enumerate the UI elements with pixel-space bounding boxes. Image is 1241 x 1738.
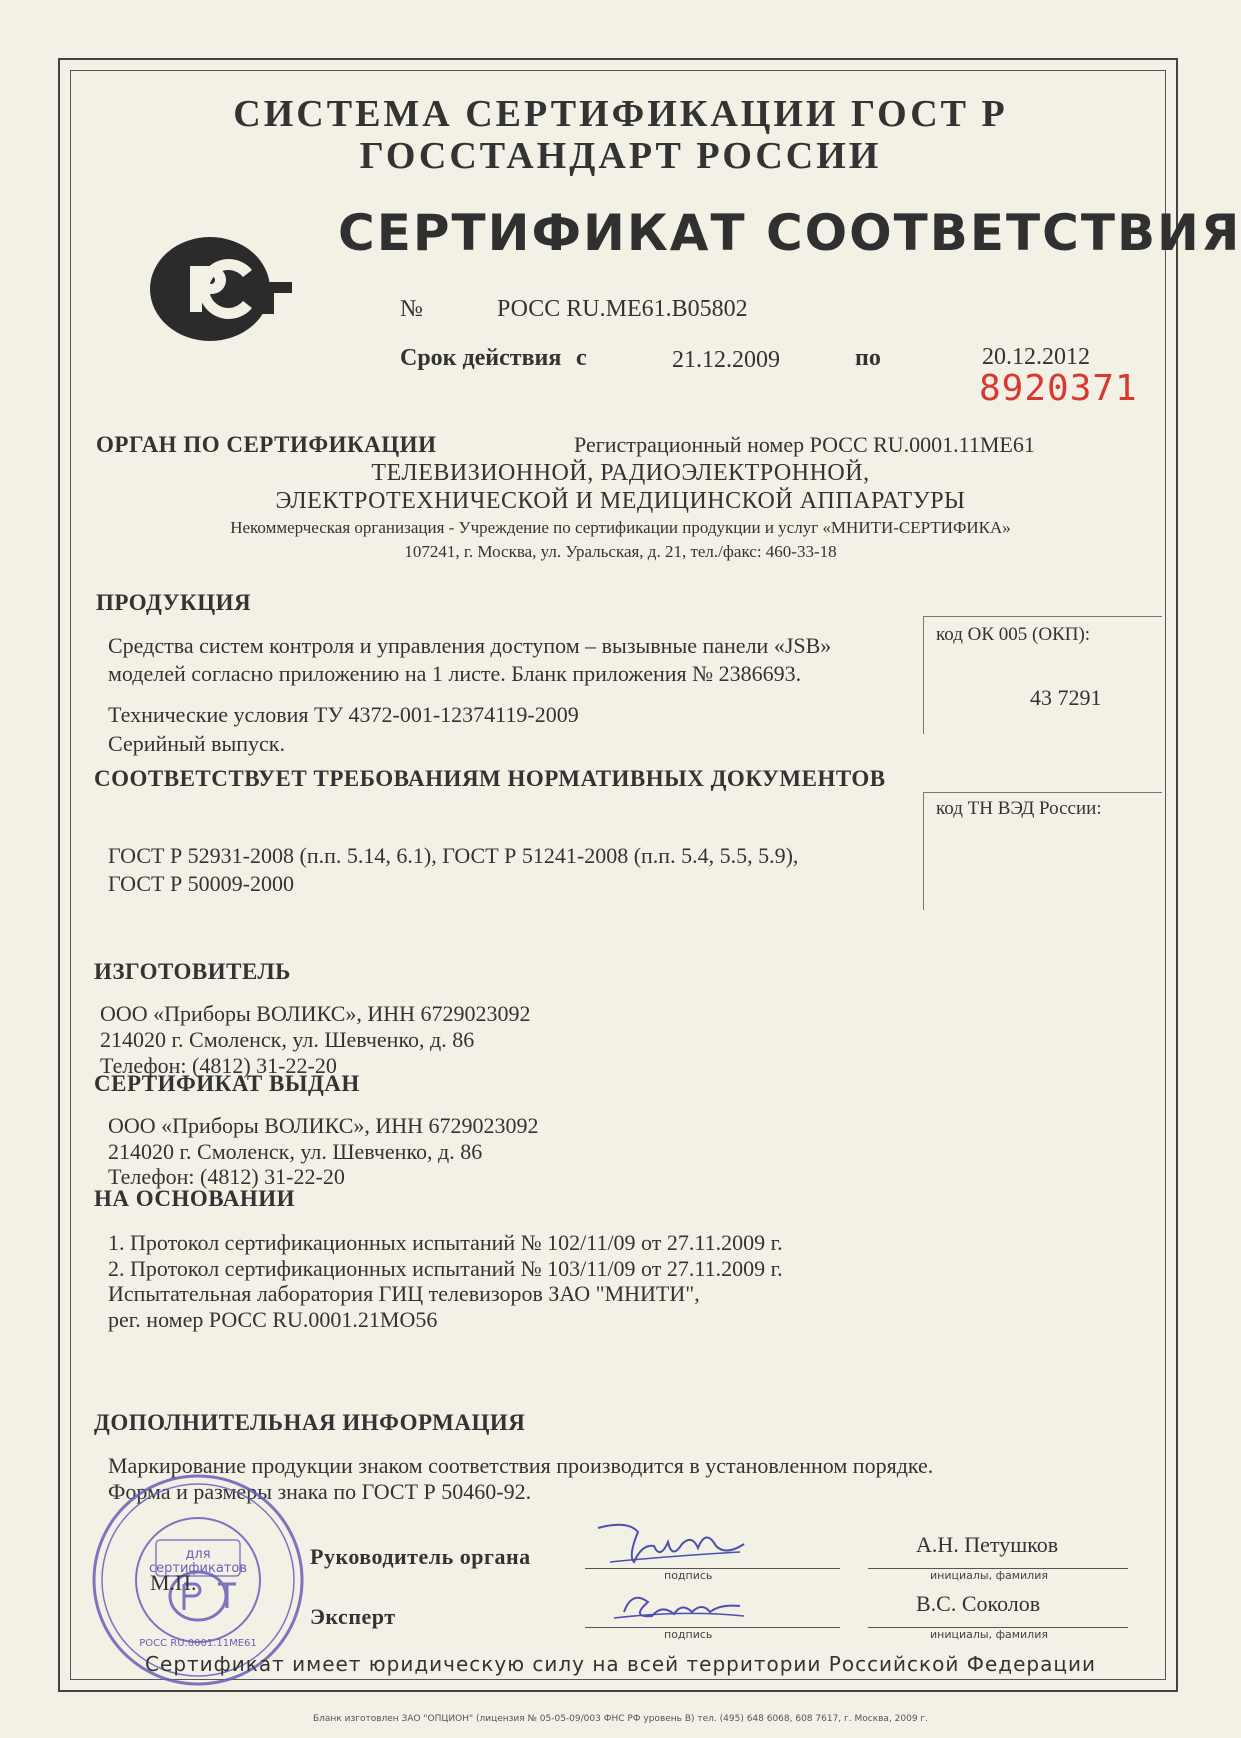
stamp-center-bottom: сертификатов xyxy=(149,1561,247,1576)
tnved-box-left xyxy=(923,792,924,910)
manufacturer-line2: 214020 г. Смоленск, ул. Шевченко, д. 86 xyxy=(100,1027,475,1052)
head-signature xyxy=(590,1518,760,1570)
from-date: 21.12.2009 xyxy=(672,347,780,373)
okp-label: код ОК 005 (ОКП): xyxy=(936,624,1091,645)
blank-number: 8920371 xyxy=(979,368,1138,409)
manufacturer-line1: ООО «Приборы ВОЛИКС», ИНН 6729023092 xyxy=(100,1001,531,1026)
manufacturer-heading: ИЗГОТОВИТЕЛЬ xyxy=(94,959,291,984)
head-name: А.Н. Петушков xyxy=(916,1532,1059,1557)
organ-reg-number: Регистрационный номер РОСС RU.0001.11МЕ61 xyxy=(574,432,1035,457)
organ-org: Некоммерческая организация - Учреждение по сертификации продукции и услуг «МНИТИ-СЕРТИФИКА» xyxy=(230,518,1011,537)
basis-heading: НА ОСНОВАНИИ xyxy=(94,1186,295,1211)
validity-label: Срок действия xyxy=(400,345,562,371)
issued-heading: СЕРТИФИКАТ ВЫДАН xyxy=(94,1071,360,1096)
tnved-label: код ТН ВЭД России: xyxy=(936,798,1102,819)
mp-label: М.П. xyxy=(150,1570,197,1595)
stamp-reg: РОСС RU.0001.11МЕ61 xyxy=(139,1638,257,1649)
print-footer: Бланк изготовлен ЗАО "ОПЦИОН" (лицензия № 05-05-09/003 ФНС РФ уровень В) тел. (495) 648 6068, 608 7617, г. Москва, 2009 г. xyxy=(312,1714,929,1724)
stamp-center-top: для xyxy=(185,1547,211,1562)
additional-heading: ДОПОЛНИТЕЛЬНАЯ ИНФОРМАЦИЯ xyxy=(94,1410,526,1435)
validity-note: Сертификат имеет юридическую силу на всей территории Российской Федерации xyxy=(145,1652,1096,1676)
head-sign-caption: подпись xyxy=(664,1569,713,1582)
issued-line3: Телефон: (4812) 31-22-20 xyxy=(108,1164,345,1189)
additional-line1: Маркирование продукции знаком соответствия производится в установленном порядке. xyxy=(108,1453,934,1478)
product-line2: моделей согласно приложению на 1 листе. Бланк приложения № 2386693. xyxy=(108,661,802,686)
product-line4: Серийный выпуск. xyxy=(108,731,285,756)
conformity-line1: ГОСТ Р 52931-2008 (п.п. 5.14, 6.1), ГОСТ Р 51241-2008 (п.п. 5.4, 5.5, 5.9), xyxy=(108,843,799,868)
issued-line2: 214020 г. Смоленск, ул. Шевченко, д. 86 xyxy=(108,1139,483,1164)
organ-name-line1: ТЕЛЕВИЗИОННОЙ, РАДИОЭЛЕКТРОННОЙ, xyxy=(371,460,870,486)
expert-signature xyxy=(610,1580,760,1626)
gosstandart-title: ГОССТАНДАРТ РОССИИ xyxy=(359,135,882,177)
to-date: 20.12.2012 xyxy=(982,344,1090,370)
basis-line2: 2. Протокол сертификационных испытаний № 103/11/09 от 27.11.2009 г. xyxy=(108,1256,783,1281)
certificate-number: РОСС RU.МЕ61.В05802 xyxy=(497,296,748,322)
number-label: № xyxy=(400,296,423,322)
okp-value: 43 7291 xyxy=(1030,685,1102,710)
basis-line1: 1. Протокол сертификационных испытаний № 102/11/09 от 27.11.2009 г. xyxy=(108,1230,783,1255)
conformity-heading: СООТВЕТСТВУЕТ ТРЕБОВАНИЯМ НОРМАТИВНЫХ ДОКУМЕНТОВ xyxy=(94,766,886,791)
expert-sign-line xyxy=(585,1627,840,1628)
expert-sign-caption: подпись xyxy=(664,1628,713,1641)
product-line3: Технические условия ТУ 4372-001-12374119-2009 xyxy=(108,702,579,727)
basis-line4: рег. номер РОСС RU.0001.21МО56 xyxy=(108,1307,438,1332)
issued-line1: ООО «Приборы ВОЛИКС», ИНН 6729023092 xyxy=(108,1113,539,1138)
product-line1: Средства систем контроля и управления доступом – вызывные панели «JSB» xyxy=(108,633,832,658)
head-label: Руководитель органа xyxy=(310,1544,531,1569)
head-sign-line xyxy=(585,1568,840,1569)
okp-box-left xyxy=(923,616,924,734)
conformity-line2: ГОСТ Р 50009-2000 xyxy=(108,871,295,896)
product-heading: ПРОДУКЦИЯ xyxy=(96,590,252,615)
expert-name-caption: инициалы, фамилия xyxy=(930,1628,1048,1641)
certificate-title: СЕРТИФИКАТ СООТВЕТСТВИЯ xyxy=(338,204,1241,262)
additional-line2: Форма и размеры знака по ГОСТ Р 50460-92. xyxy=(108,1479,532,1504)
rst-logo xyxy=(148,236,296,342)
from-label: с xyxy=(576,345,587,371)
rst-logo-icon xyxy=(148,236,296,342)
organ-address: 107241, г. Москва, ул. Уральская, д. 21, тел./факс: 460-33-18 xyxy=(404,542,837,561)
expert-name: В.С. Соколов xyxy=(916,1591,1041,1616)
tnved-box-top xyxy=(924,792,1162,793)
organ-heading: ОРГАН ПО СЕРТИФИКАЦИИ xyxy=(96,432,437,457)
okp-box-top xyxy=(924,616,1162,617)
signature-icon xyxy=(590,1518,760,1570)
to-label: по xyxy=(855,345,881,371)
organ-name-line2: ЭЛЕКТРОТЕХНИЧЕСКОЙ И МЕДИЦИНСКОЙ АППАРАТУРЫ xyxy=(275,488,966,514)
head-name-caption: инициалы, фамилия xyxy=(930,1569,1048,1582)
system-title: СИСТЕМА СЕРТИФИКАЦИИ ГОСТ Р xyxy=(233,93,1008,135)
basis-line3: Испытательная лаборатория ГИЦ телевизоров ЗАО "МНИТИ", xyxy=(108,1281,700,1306)
signature-icon xyxy=(610,1580,760,1626)
expert-label: Эксперт xyxy=(310,1604,396,1629)
manufacturer-line3: Телефон: (4812) 31-22-20 xyxy=(100,1053,337,1078)
